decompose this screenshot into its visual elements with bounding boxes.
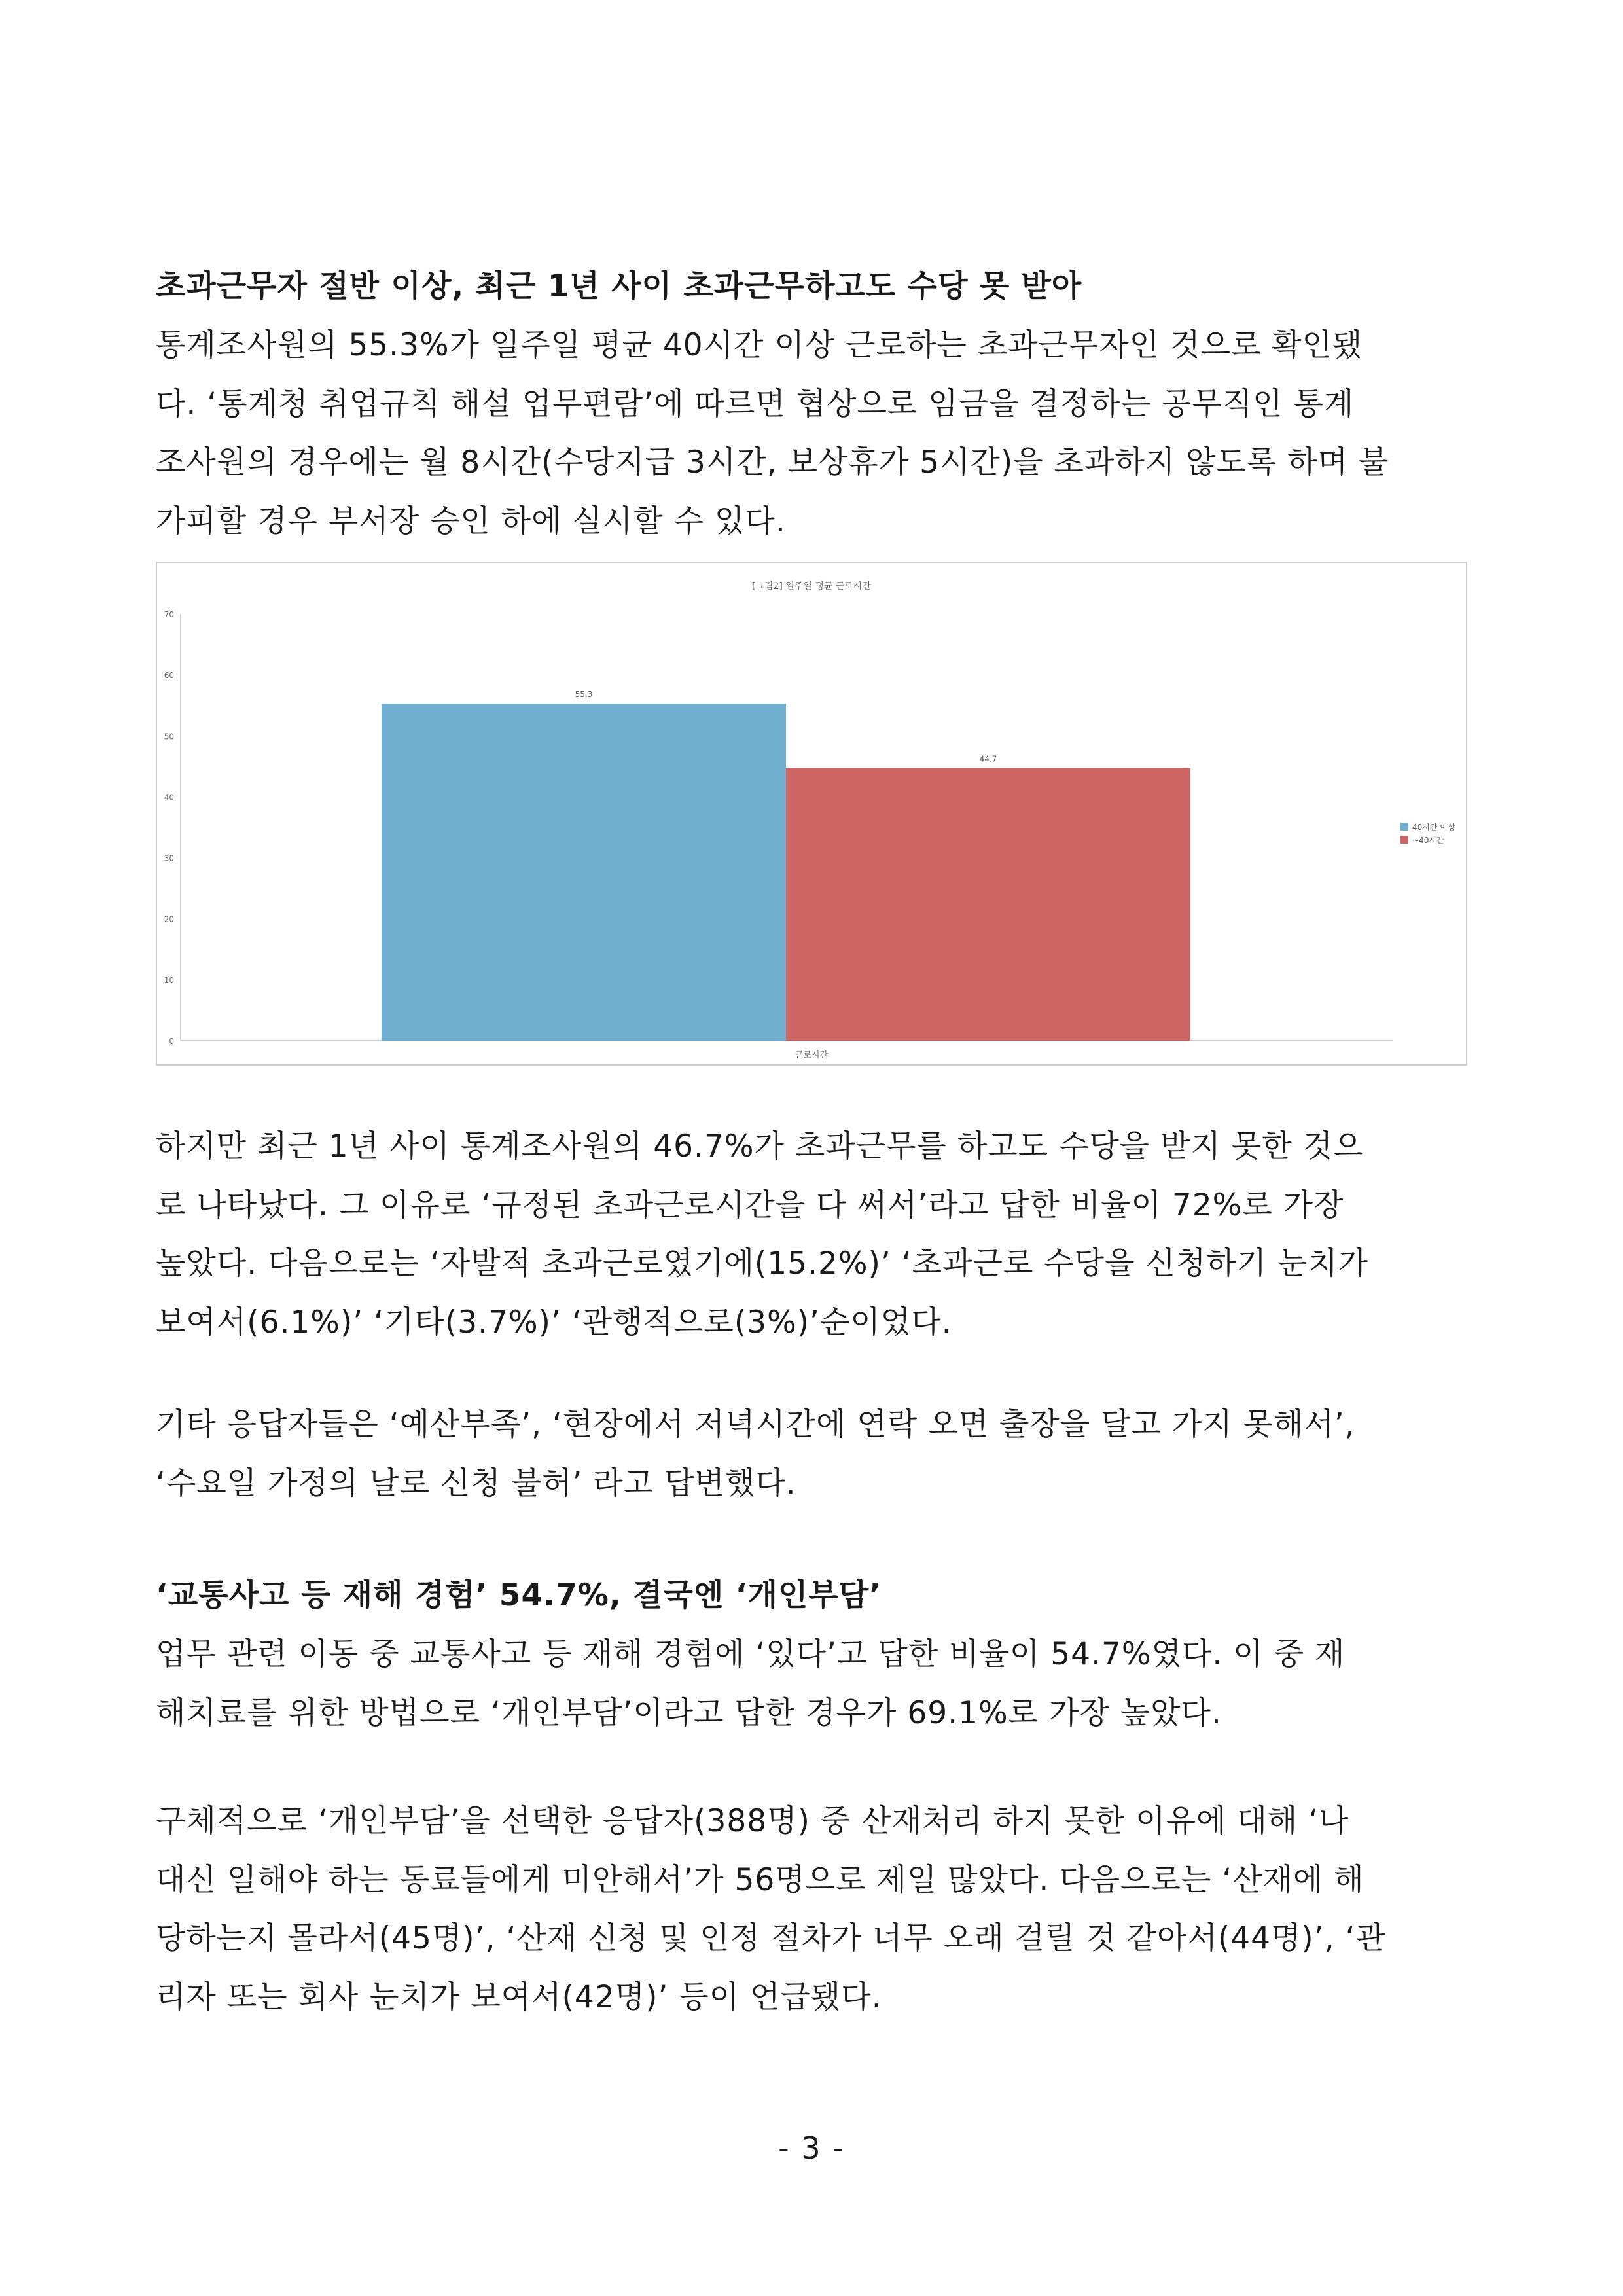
- paragraph-line: 당하는지 몰라서(45명)’, ‘산재 신청 및 인정 절차가 너무 오래 걸릴 것 같아서(44명)’, ‘관: [156, 1920, 1386, 1956]
- bar-under-40h: [786, 768, 1190, 1041]
- paragraph-line: 해치료를 위한 방법으로 ‘개인부담’이라고 답한 경우가 69.1%로 가장 높았다.: [156, 1695, 1222, 1731]
- chart-title: [그림2] 일주일 평균 근로시간: [752, 581, 871, 592]
- legend-label: ~40시간: [1412, 836, 1444, 845]
- section-personal-burden-reasons: [156, 1792, 1467, 2026]
- paragraph-line: 가피할 경우 부서장 승인 하에 실시할 수 있다.: [156, 503, 786, 539]
- y-tick-label: 40: [164, 793, 174, 802]
- y-tick-label: 60: [164, 671, 174, 681]
- section-overtime: [156, 257, 1467, 550]
- y-tick-label: 30: [164, 853, 174, 863]
- y-tick-label: 0: [169, 1037, 174, 1046]
- y-tick-label: 10: [164, 975, 174, 985]
- bar-over-40h: [382, 704, 786, 1041]
- bar-data-label: 55.3: [575, 689, 593, 699]
- section-accident-experience: [156, 1566, 1467, 1742]
- paragraph-line: 조사원의 경우에는 월 8시간(수당지급 3시간, 보상휴가 5시간)을 초과하지 않도록 하며 불: [156, 444, 1389, 480]
- section-unpaid-overtime: [156, 1117, 1467, 1352]
- section-other-responses: [156, 1395, 1467, 1513]
- section-heading: ‘교통사고 등 재해 경험’ 54.7%, 결국엔 ‘개인부담’: [156, 1577, 882, 1613]
- section-heading: 초과근무자 절반 이상, 최근 1년 사이 초과근무하고도 수당 못 받아: [156, 268, 1082, 304]
- bar-series: [382, 690, 1190, 1041]
- paragraph-line: 통계조사원의 55.3%가 일주일 평균 40시간 이상 근로하는 초과근무자인 것으로 확인됐: [156, 327, 1363, 363]
- paragraph-line: 다. ‘통계청 취업규칙 해설 업무편람’에 따르면 협상으로 임금을 결정하는 공무직인 통계: [156, 386, 1355, 422]
- bar-chart-weekly-hours: [156, 562, 1467, 1066]
- paragraph-line: 기타 응답자들은 ‘예산부족’, ‘현장에서 저녁시간에 연락 오면 출장을 달고 가지 못해서’,: [156, 1407, 1355, 1443]
- bar-data-label: 44.7: [979, 754, 997, 764]
- legend-swatch: [1400, 836, 1408, 844]
- y-tick-label: 50: [164, 732, 174, 742]
- paragraph-line: 보여서(6.1%)’ ‘기타(3.7%)’ ‘관행적으로(3%)’순이었다.: [156, 1304, 952, 1340]
- paragraph-line: ‘수요일 가정의 날로 신청 불허’ 라고 답변했다.: [156, 1465, 796, 1501]
- paragraph-line: 대신 일해야 하는 동료들에게 미안해서’가 56명으로 제일 많았다. 다음으로는 ‘산재에 해: [156, 1861, 1364, 1898]
- y-tick-label: 70: [164, 610, 174, 619]
- page-number: - 3 -: [778, 2130, 845, 2166]
- chart-canvas: [157, 563, 1466, 1064]
- legend-swatch: [1400, 823, 1408, 831]
- paragraph-line: 업무 관련 이동 중 교통사고 등 재해 경험에 ‘있다’고 답한 비율이 54.7%였다. 이 중 재: [156, 1636, 1346, 1672]
- paragraph-line: 리자 또는 회사 눈치가 보여서(42명)’ 등이 언급됐다.: [156, 1979, 882, 2015]
- legend-label: 40시간 이상: [1412, 823, 1455, 832]
- chart-legend: [1400, 822, 1455, 845]
- paragraph-line: 구체적으로 ‘개인부담’을 선택한 응답자(388명) 중 산재처리 하지 못한 이유에 대해 ‘나: [156, 1803, 1349, 1839]
- x-category-label: 근로시간: [794, 1050, 829, 1060]
- y-tick-label: 20: [164, 914, 174, 924]
- paragraph-line: 높았다. 다음으로는 ‘자발적 초과근로였기에(15.2%)’ ‘초과근로 수당을 신청하기 눈치가: [156, 1246, 1369, 1282]
- paragraph-line: 로 나타났다. 그 이유로 ‘규정된 초과근로시간을 다 써서’라고 답한 비율이 72%로 가장: [156, 1187, 1344, 1223]
- paragraph-line: 하지만 최근 1년 사이 통계조사원의 46.7%가 초과근무를 하고도 수당을 받지 못한 것으: [156, 1128, 1364, 1164]
